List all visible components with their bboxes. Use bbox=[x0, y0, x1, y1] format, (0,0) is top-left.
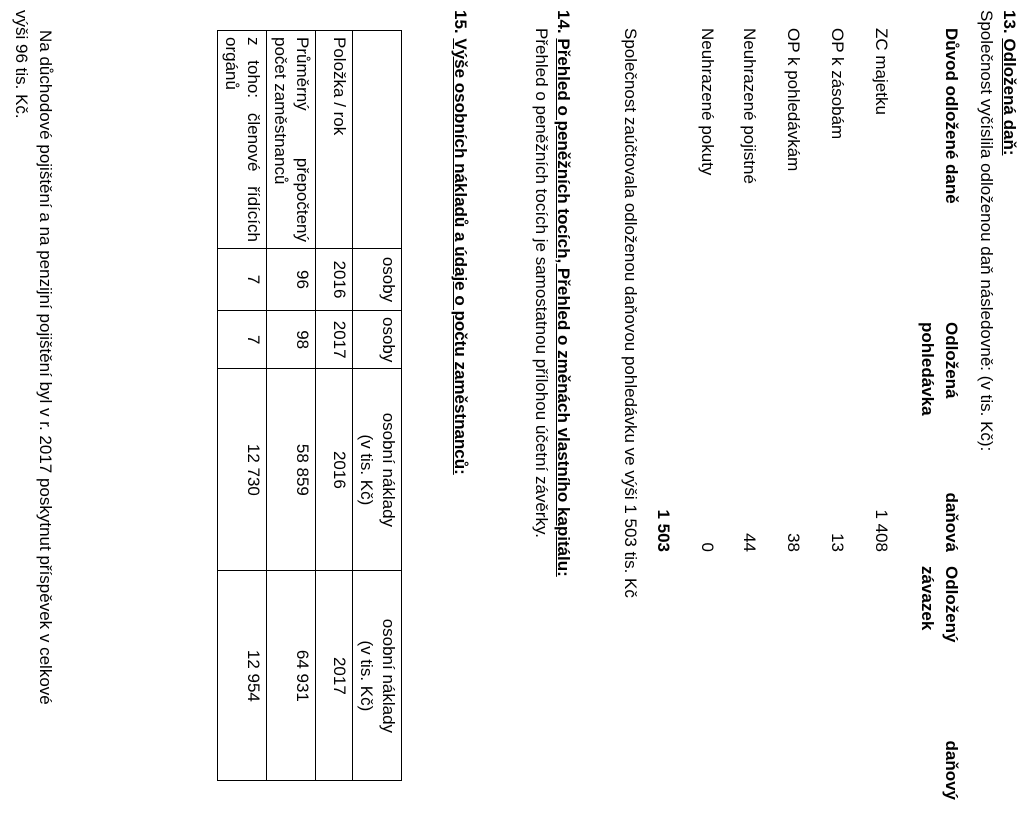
deferred-tax-row-label: Neuhrazené pokuty bbox=[698, 28, 717, 176]
deferred-tax-row-value: 1 408 bbox=[872, 509, 891, 552]
table-cell: 12 954 bbox=[218, 571, 267, 781]
deferred-tax-row-value: 38 bbox=[784, 533, 803, 552]
table-row bbox=[267, 31, 316, 781]
deferred-tax-row-value: 44 bbox=[740, 533, 759, 552]
table-row-label: z toho: členové řídících orgánů bbox=[218, 31, 267, 249]
employees-table bbox=[217, 30, 402, 781]
section-13-note: Společnost zaúčtovala odloženou daňovou pohledávku ve výši 1 503 tis. Kč bbox=[621, 28, 640, 598]
table-cell: 64 931 bbox=[267, 571, 316, 781]
table-header-cell: 2016 bbox=[316, 249, 353, 311]
col-asset-header-line1: Odložená daňová bbox=[942, 322, 961, 552]
section-14-text: Přehled o peněžních tocích je samostatnou přílohou účetní závěrky. bbox=[532, 28, 551, 538]
table-header-cell: osobní náklady (v tis. Kč) bbox=[353, 571, 402, 781]
table-header-row bbox=[316, 31, 353, 781]
table-header-row bbox=[353, 31, 402, 781]
table-header-cell: osoby bbox=[353, 249, 402, 311]
col-reason-header: Důvod odložené daně bbox=[942, 28, 961, 204]
col-asset-header-line2: pohledávka bbox=[918, 322, 937, 416]
deferred-tax-row-label: Neuhrazené pojistné bbox=[740, 28, 759, 184]
section-15-heading: 15. Výše osobních nákladů a údaje o počtu zaměstnanců: bbox=[451, 10, 470, 475]
table-header-cell: Položka / rok bbox=[316, 31, 353, 249]
col-liability-header-line1: Odložený daňový bbox=[942, 566, 961, 800]
section-13-intro: Společnost vyčíslila odloženou daň následovně: (v tis. Kč): bbox=[977, 10, 996, 452]
table-cell: 7 bbox=[218, 249, 267, 311]
deferred-tax-row-value: 0 bbox=[698, 542, 717, 552]
deferred-tax-row-value: 13 bbox=[828, 533, 847, 552]
deferred-tax-total: 1 503 bbox=[654, 509, 673, 552]
table-cell: 12 730 bbox=[218, 369, 267, 571]
deferred-tax-row-label: OP k zásobám bbox=[828, 28, 847, 140]
table-header-cell: 2017 bbox=[316, 571, 353, 781]
table-cell: 98 bbox=[267, 311, 316, 369]
section-14-heading: 14. Přehled o peněžních tocích, Přehled o změnách vlastního kapitálu: bbox=[554, 10, 573, 577]
table-row-label: Průměrný přepočtený počet zaměstnanců bbox=[267, 31, 316, 249]
deferred-tax-row-label: ZC majetku bbox=[872, 28, 891, 115]
table-cell: 96 bbox=[267, 249, 316, 311]
table-header-cell: osoby bbox=[353, 311, 402, 369]
section-13-heading: 13. Odložená daň: bbox=[1000, 10, 1019, 156]
table-header-cell: osobní náklady (v tis. Kč) bbox=[353, 369, 402, 571]
table-header-cell: 2016 bbox=[316, 369, 353, 571]
col-liability-header-line2: závazek bbox=[918, 566, 937, 631]
table-header-cell: 2017 bbox=[316, 311, 353, 369]
table-cell: 58 859 bbox=[267, 369, 316, 571]
footer-text-line1: Na důchodové pojištění a na penzijní pojištění byl v r. 2017 poskytnut příspěvek v celkové bbox=[36, 30, 55, 705]
table-cell bbox=[353, 31, 402, 249]
footer-text-line2: výši 96 tis. Kč. bbox=[12, 10, 31, 119]
deferred-tax-row-label: OP k pohledávkám bbox=[784, 28, 803, 172]
table-cell: 7 bbox=[218, 311, 267, 369]
table-row bbox=[218, 31, 267, 781]
